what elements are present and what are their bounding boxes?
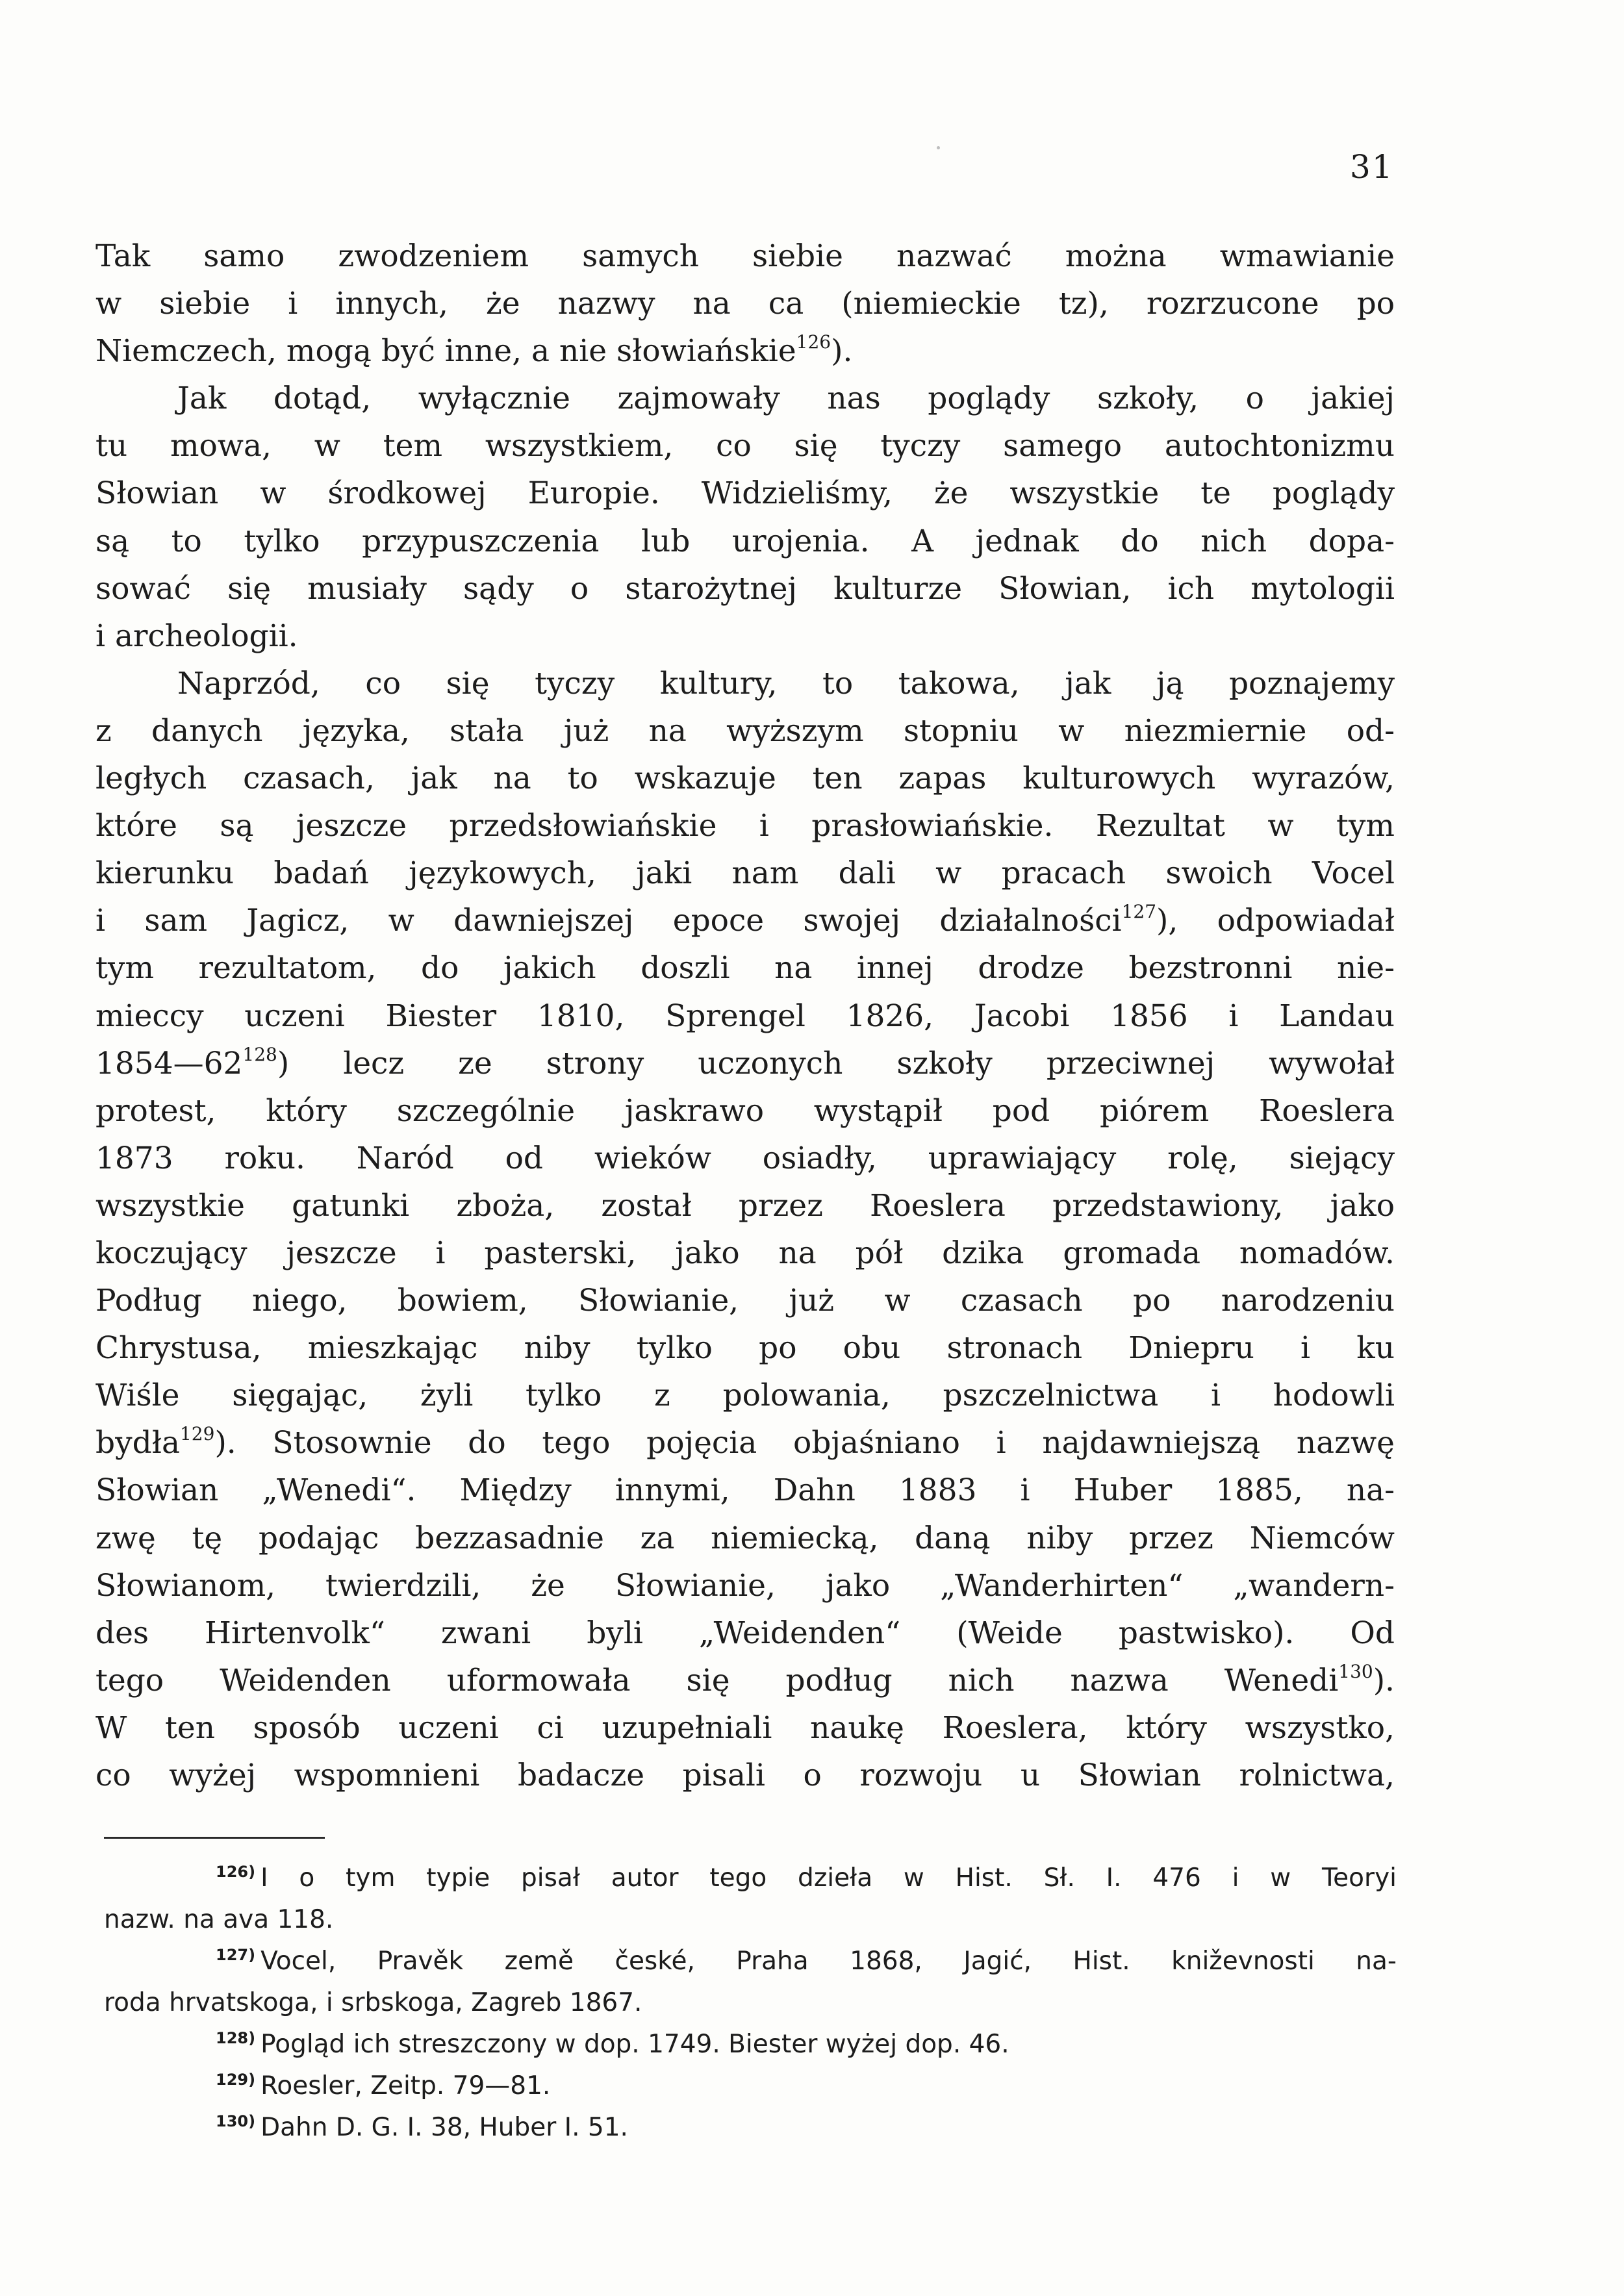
scan-speck [937,146,940,149]
footnote-text: I o tym typie pisał autor tego dzieła w Hist. Sł. I. 476 i w Teoryi [260,1863,1397,1893]
line-text: w siebie i innych, że nazwy na ca (niemieckie tz), rozrzucone po [95,286,1395,322]
line-text: bydła [95,1425,180,1461]
text-line [95,1752,1395,1799]
line-text: Wiśle sięgając, żyli tylko z polowania, pszczelnictwa i hodowli [95,1378,1395,1414]
line-text: Słowian w środkowej Europie. Widzieliśmy, że wszystkie te poglądy [95,475,1395,512]
text-line [95,422,1395,470]
footnote-line [104,1982,1397,2024]
text-line [95,375,1395,422]
text-line [95,897,1395,944]
text-line [95,1135,1395,1182]
footnote-text: Pogląd ich streszczony w dop. 1749. Biester wyżej dop. 46. [260,2030,1009,2059]
page-number: 31 [1350,148,1394,186]
text-line [95,1515,1395,1562]
footnote-number: 126) [216,1863,256,1881]
text-line [95,755,1395,802]
line-text: W ten sposób uczeni ci uzupełniali naukę Roeslera, który wszystko, [95,1709,1395,1746]
footnote-reference: 130 [1338,1660,1373,1682]
text-line [95,944,1395,992]
text-line [95,1277,1395,1324]
line-text: zwę tę podając bezzasadnie za niemiecką, daną niby przez Niemców [95,1520,1395,1556]
footnote-reference: 127 [1121,901,1157,923]
footnote-line [104,1899,1397,1941]
text-line [95,1324,1395,1372]
text-line [95,660,1395,707]
footnote-line [104,1858,1397,1899]
footnote-line [104,1941,1397,1982]
line-text: mieccy uczeni Biester 1810, Sprengel 1826, Jacobi 1856 i Landau [95,998,1395,1034]
line-text-tail: ). Stosownie do tego pojęcia objaśniano i najdawniejszą nazwę [214,1425,1395,1461]
text-line [95,802,1395,850]
footnote-reference: 129 [179,1423,215,1445]
footnote-rule [104,1837,325,1839]
text-line [95,1230,1395,1277]
footnote-number: 128) [216,2029,256,2047]
line-text: kierunku badań językowych, jaki nam dali w pracach swoich Vocel [95,855,1395,892]
line-text: co wyżej wspomnieni badacze pisali o rozwoju u Słowian rolnictwa, [95,1758,1395,1793]
line-text: sować się musiały sądy o starożytnej kulturze Słowian, ich mytologii [95,570,1395,607]
text-line [95,518,1395,565]
text-line [95,707,1395,755]
line-text: 1873 roku. Naród od wieków osiadły, uprawiający rolę, siejący [95,1140,1395,1176]
footnote-number: 127) [216,1946,256,1964]
line-text: Tak samo zwodzeniem samych siebie nazwać można wmawianie [95,238,1395,274]
footnote-text: Vocel, Pravěk země české, Praha 1868, Jagić, Hist. kniževnosti na- [260,1947,1397,1976]
text-line [95,280,1395,327]
text-line [95,470,1395,517]
footnote-line [104,2065,1397,2107]
line-text: ległych czasach, jak na to wskazuje ten zapas kulturowych wyrazów, [95,761,1395,797]
footnote-reference: 126 [796,331,831,353]
text-line [95,1467,1395,1514]
line-text: tego Weidenden uformowała się podług nich nazwa Wenedi [95,1662,1339,1698]
line-text-tail: ) lecz ze strony uczonych szkoły przeciwnej wywołał [277,1045,1395,1081]
text-line [95,327,1395,375]
footnote-line [104,2107,1397,2149]
text-line [95,1657,1395,1704]
main-text [95,233,1395,1799]
line-text-tail: ), odpowiadał [1156,903,1395,939]
line-text-tail: ). [831,333,853,370]
text-line [95,850,1395,897]
text-line [95,1040,1395,1087]
line-text: które są jeszcze przedsłowiańskie i prasłowiańskie. Rezultat w tym [95,808,1395,844]
line-text: i sam Jagicz, w dawniejszej epoce swojej działalności [95,903,1122,939]
text-line [95,1562,1395,1609]
line-text: 1854—62 [95,1045,243,1081]
footnote-number: 129) [216,2071,256,2089]
line-text: tym rezultatom, do jakich doszli na innej drodze bezstronni nie- [95,950,1395,987]
line-text: protest, który szczególnie jaskrawo wystąpił pod piórem Roeslera [95,1092,1395,1129]
line-text: Naprzód, co się tyczy kultury, to takowa, jak ją poznajemy [177,665,1395,701]
line-text: wszystkie gatunki zboża, został przez Roeslera przedstawiony, jako [95,1187,1395,1224]
line-text: Chrystusa, mieszkając niby tylko po obu stronach Dniepru i ku [95,1330,1395,1367]
text-line [95,1704,1395,1752]
line-text: Niemczech, mogą być inne, a nie słowiańskie [95,333,796,370]
text-line [95,992,1395,1040]
line-text: Podług niego, bowiem, Słowianie, już w czasach po narodzeniu [95,1283,1395,1319]
footnote-text: Roesler, Zeitp. 79—81. [260,2071,551,2100]
line-text: koczujący jeszcze i pasterski, jako na pół dzika gromada nomadów. [95,1235,1395,1271]
footnote-text: nazw. na ava 118. [104,1905,334,1934]
line-text: des Hirtenvolk“ zwani byli „Weidenden“ (Weide pastwisko). Od [95,1615,1395,1651]
text-line [95,1372,1395,1419]
text-line [95,1419,1395,1467]
footnote-line [104,2024,1397,2065]
line-text: są to tylko przypuszczenia lub urojenia. A jednak do nich dopa- [95,523,1395,559]
line-text: z danych języka, stała już na wyższym stopniu w niezmiernie od- [95,713,1395,749]
footnote-text: Dahn D. G. I. 38, Huber I. 51. [260,2113,628,2142]
footnote-reference: 128 [242,1043,277,1065]
text-line [95,565,1395,612]
footnote-number: 130) [216,2112,256,2130]
line-text: Słowian „Wenedi“. Między innymi, Dahn 1883 i Huber 1885, na- [95,1472,1395,1509]
text-line [95,1609,1395,1657]
text-line [95,233,1395,280]
line-text: Jak dotąd, wyłącznie zajmowały nas poglądy szkoły, o jakiej [177,381,1395,417]
line-text: Słowianom, twierdzili, że Słowianie, jako „Wanderhirten“ „wandern- [95,1567,1395,1604]
text-line [95,612,1395,660]
line-text-tail: ). [1373,1662,1395,1698]
text-line [95,1087,1395,1135]
text-line [95,1182,1395,1230]
footnote-text: roda hrvatskoga, i srbskoga, Zagreb 1867. [104,1988,642,2017]
line-text: tu mowa, w tem wszystkiem, co się tyczy samego autochtonizmu [95,428,1395,464]
line-text: i archeologii. [95,618,298,654]
footnotes [104,1858,1397,2149]
